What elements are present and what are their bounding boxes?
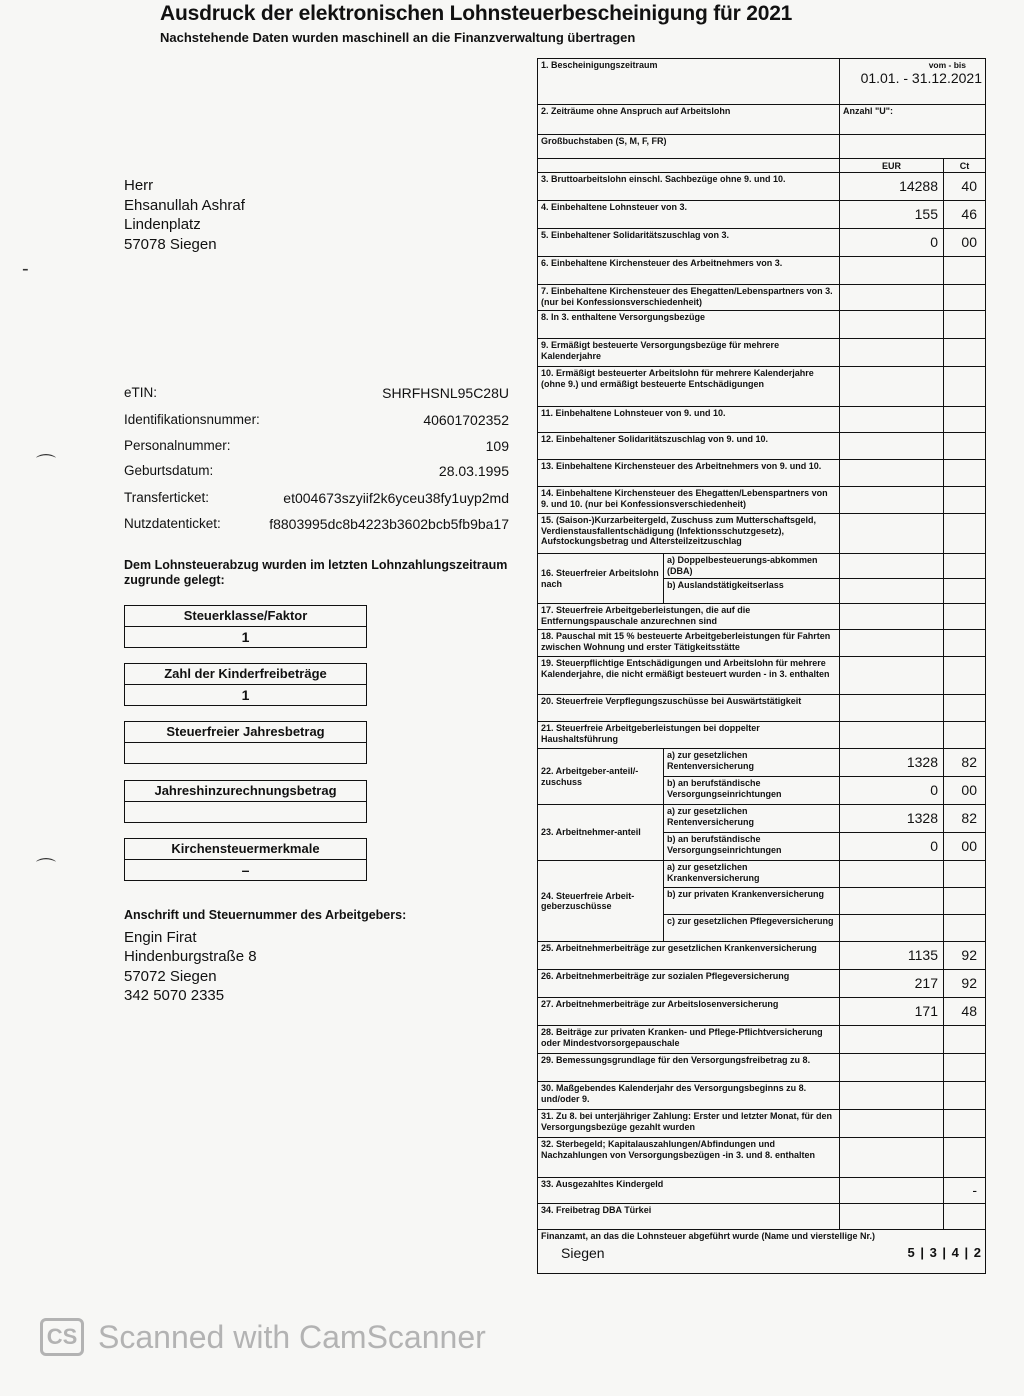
row-6-eur [840,257,944,285]
id-row-geburtsdatum [124,463,509,479]
row-18-label: 18. Pauschal mit 15 % besteuerte Arbeitgeberleistungen für Fahrten zwischen Wohnung und erster Tätigkeitsstätte [538,630,840,657]
finanzamt-row [538,1230,986,1274]
id-row-nutzdatenticket [124,516,509,532]
row-30-eur [840,1082,944,1110]
row-11-ct [944,407,986,433]
row-25-ct: 92 [944,942,986,970]
row-24a-ct [944,861,986,888]
box-label: Steuerklasse/Faktor [125,606,366,627]
document-title: Ausdruck der elektronischen Lohnsteuerbescheinigung für 2021 [160,2,793,25]
row-7-eur [840,285,944,311]
row-22b-eur: 0 [840,777,944,805]
row-12-eur [840,433,944,460]
row-23b-ct: 00 [944,833,986,861]
col-header-spacer [538,159,840,173]
row-24b-eur [840,888,944,915]
row-4-ct: 46 [944,201,986,229]
box-jahreshinzurechnungsbetrag [124,780,367,823]
row-34-label: 34. Freibetrag DBA Türkei [538,1204,840,1230]
row-25-label: 25. Arbeitnehmerbeiträge zur gesetzlichen Krankenversicherung [538,942,840,970]
row-9-ct [944,339,986,367]
row-6-ct [944,257,986,285]
row-21-ct [944,722,986,749]
row-10-eur [840,367,944,407]
row-16-label: 16. Steuerfreier Arbeitslohn nach [538,554,664,604]
row-12-ct [944,433,986,460]
row-2-value [840,135,986,159]
id-value: SHRFHSNL95C28U [382,385,509,401]
row-10-ct [944,367,986,407]
row-16a-ct [944,554,986,579]
row-13-ct [944,460,986,487]
row-1-label: 1. Bescheinigungszeitraum [538,59,840,105]
row-2-sub: Großbuchstaben (S, M, F, FR) [538,135,840,159]
row-15-ct [944,514,986,554]
row-31-eur [840,1110,944,1138]
scan-mark: ⌒ [36,454,56,476]
row-21-eur [840,722,944,749]
id-value: et004673szyiif2k6yceu38fy1uyp2md [283,490,509,506]
row-19-eur [840,657,944,695]
row-34-ct [944,1204,986,1230]
row-32-ct [944,1138,986,1178]
row-16b-eur [840,579,944,604]
row-17-ct [944,604,986,630]
row-10-label: 10. Ermäßigt besteuerter Arbeitslohn für mehrere Kalenderjahre (ohne 9.) und ermäßigt besteuerte Entschädigungen [538,367,840,407]
row-22a-label: a) zur gesetzlichen Rentenversicherung [664,749,840,777]
row-23a-ct: 82 [944,805,986,833]
employer-tax-number: 342 5070 2335 [124,987,225,1004]
row-1-period [840,59,986,105]
employer-city: 57072 Siegen [124,967,217,985]
camscanner-watermark [40,1318,486,1356]
row-16a-label: a) Doppelbesteuerungs-abkommen (DBA) [664,554,840,579]
row-24c-eur [840,915,944,942]
row-28-label: 28. Beiträge zur privaten Kranken- und Pflege-Pflichtversicherung oder Mindestvorsorgepauschale [538,1026,840,1054]
row-20-label: 20. Steuerfreie Verpflegungszuschüsse bei Auswärtstätigkeit [538,695,840,722]
row-28-eur [840,1026,944,1054]
watermark-text: Scanned with CamScanner [98,1318,486,1355]
id-label: Geburtsdatum: [124,463,214,478]
row-22a-ct: 82 [944,749,986,777]
box-label: Zahl der Kinderfreibeträge [125,664,366,685]
row-3-ct: 40 [944,173,986,201]
row-34-eur [840,1204,944,1230]
row-18-ct [944,630,986,657]
box-value [125,802,366,822]
row-29-ct [944,1054,986,1082]
row-17-label: 17. Steuerfreie Arbeitgeberleistungen, die auf die Entfernungspauschale anzurechnen sind [538,604,840,630]
col-header-eur: EUR [840,159,944,173]
box-label: Steuerfreier Jahresbetrag [125,722,366,743]
row-24c-label: c) zur gesetzlichen Pflegeversicherung [664,915,840,942]
id-row-transferticket [124,490,509,506]
id-value: 28.03.1995 [438,463,509,479]
row-24a-label: a) zur gesetzlichen Krankenversicherung [664,861,840,888]
row-14-label: 14. Einbehaltene Kirchensteuer des Ehegatten/Lebenspartners von 9. und 10. (nur bei Konfessionsverschiedenheit) [538,487,840,514]
id-row-identifikationsnummer [124,412,509,428]
row-12-label: 12. Einbehaltener Solidaritätszuschlag von 9. und 10. [538,433,840,460]
recipient-city: 57078 Siegen [124,235,217,253]
finanzamt-name: Siegen [561,1244,605,1261]
row-15-eur [840,514,944,554]
id-value: f8803995dc8b4223b3602bcb5fb9ba17 [269,516,509,532]
recipient-address [124,176,245,254]
row-33-label: 33. Ausgezahltes Kindergeld [538,1178,840,1204]
row-21-label: 21. Steuerfreie Arbeitgeberleistungen bei doppelter Haushaltsführung [538,722,840,749]
document-subtitle: Nachstehende Daten wurden maschinell an die Finanzverwaltung übertragen [160,30,636,45]
recipient-name: Ehsanullah Ashraf [124,196,245,214]
row-2-label: 2. Zeiträume ohne Anspruch auf Arbeitslohn [538,105,840,135]
row-32-label: 32. Sterbegeld; Kapitalauszahlungen/Abfindungen und Nachzahlungen von Versorgungsbezügen -in 3. und 8. enthalten [538,1138,840,1178]
row-1-vombis: vom - bis [928,60,966,70]
row-9-label: 9. Ermäßigt besteuerte Versorgungsbezüge für mehrere Kalenderjahre [538,339,840,367]
box-steuerfreier-jahresbetrag [124,721,367,764]
row-32-eur [840,1138,944,1178]
row-8-eur [840,311,944,339]
row-2-anzahl: Anzahl "U": [840,105,986,135]
id-label: Nutzdatenticket: [124,516,221,531]
certificate-table [537,58,986,1274]
employer-name: Engin Firat [124,928,197,946]
row-25-eur: 1135 [840,942,944,970]
finanzamt-number: 5 | 3 | 4 | 2 [907,1244,982,1260]
row-23b-eur: 0 [840,833,944,861]
box-label: Jahreshinzurechnungsbetrag [125,781,366,802]
box-steuerklasse [124,605,367,648]
box-value: 1 [241,629,250,645]
id-row-etin [124,385,509,401]
box-kinderfreibetraege [124,663,367,706]
id-row-personalnummer [124,438,509,454]
recipient-street: Lindenplatz [124,216,201,233]
scan-mark: - [22,258,29,280]
id-label: eTIN: [124,385,158,400]
row-3-eur: 14288 [840,173,944,201]
row-1-value: 01.01. - 31.12.2021 [860,69,982,86]
id-label: Personalnummer: [124,438,231,453]
row-5-ct: 00 [944,229,986,257]
row-7-ct [944,285,986,311]
row-31-ct [944,1110,986,1138]
row-22a-eur: 1328 [840,749,944,777]
box-value: 1 [241,687,250,703]
row-31-label: 31. Zu 8. bei unterjähriger Zahlung: Erster und letzter Monat, für den Versorgungsbezüge gezahlt wurden [538,1110,840,1138]
row-24c-ct [944,915,986,942]
row-19-label: 19. Steuerpflichtige Entschädigungen und Arbeitslohn für mehrere Kalenderjahre, die nicht ermäßigt besteuert wurden - in 3. enthalten [538,657,840,695]
row-26-label: 26. Arbeitnehmerbeiträge zur sozialen Pflegeversicherung [538,970,840,998]
row-20-eur [840,695,944,722]
camscanner-logo-icon: CS [40,1318,84,1356]
row-23b-label: b) an berufständische Versorgungseinrichtungen [664,833,840,861]
finanzamt-label: Finanzamt, an das die Lohnsteuer abgeführt wurde (Name und vierstellige Nr.) [541,1231,876,1241]
id-value: 40601702352 [423,412,509,428]
row-24-label: 24. Steuerfreie Arbeit-geberzuschüsse [538,861,664,942]
row-23-label: 23. Arbeitnehmer-anteil [538,805,664,861]
row-23a-label: a) zur gesetzlichen Rentenversicherung [664,805,840,833]
row-7-label: 7. Einbehaltene Kirchensteuer des Ehegatten/Lebenspartners von 3. (nur bei Konfessionsverschiedenheit) [538,285,840,311]
row-3-label: 3. Bruttoarbeitslohn einschl. Sachbezüge ohne 9. und 10. [538,173,840,201]
employer-street: Hindenburgstraße 8 [124,948,257,965]
id-label: Transferticket: [124,490,210,505]
employer-heading: Anschrift und Steuernummer des Arbeitgebers: [124,908,407,922]
row-30-label: 30. Maßgebendes Kalenderjahr des Versorgungsbeginns zu 8. und/oder 9. [538,1082,840,1110]
row-16a-eur [840,554,944,579]
row-29-label: 29. Bemessungsgrundlage für den Versorgungsfreibetrag zu 8. [538,1054,840,1082]
row-8-label: 8. In 3. enthaltene Versorgungsbezüge [538,311,840,339]
row-24b-ct [944,888,986,915]
lohnsteuerabzug-text: Dem Lohnsteuerabzug wurden im letzten Lohnzahlungszeitraum zugrunde gelegt: [124,558,508,587]
row-26-eur: 217 [840,970,944,998]
row-11-label: 11. Einbehaltene Lohnsteuer von 9. und 10. [538,407,840,433]
row-13-label: 13. Einbehaltene Kirchensteuer des Arbeitnehmers von 9. und 10. [538,460,840,487]
row-18-eur [840,630,944,657]
row-33-ct: - [944,1178,986,1204]
id-value: 109 [485,438,509,454]
row-4-label: 4. Einbehaltene Lohnsteuer von 3. [538,201,840,229]
box-value: – [241,862,250,878]
row-14-eur [840,487,944,514]
row-23a-eur: 1328 [840,805,944,833]
box-kirchensteuermerkmale [124,838,367,881]
row-27-label: 27. Arbeitnehmerbeiträge zur Arbeitslosenversicherung [538,998,840,1026]
row-14-ct [944,487,986,514]
row-6-label: 6. Einbehaltene Kirchensteuer des Arbeitnehmers von 3. [538,257,840,285]
box-value [125,743,366,763]
row-28-ct [944,1026,986,1054]
id-label: Identifikationsnummer: [124,412,260,427]
row-4-eur: 155 [840,201,944,229]
row-22-label: 22. Arbeitgeber-anteil/-zuschuss [538,749,664,805]
row-19-ct [944,657,986,695]
scan-mark: ⌒ [36,858,56,880]
row-26-ct: 92 [944,970,986,998]
row-16b-ct [944,579,986,604]
col-header-ct: Ct [944,159,986,173]
row-15-label: 15. (Saison-)Kurzarbeitergeld, Zuschuss zum Mutterschaftsgeld, Verdienstausfallentschädigung (Infektionsschutzgesetz), Aufstockungsbetrag und Altersteilzeitzuschlag [538,514,840,554]
employer-block [124,906,406,1006]
row-9-eur [840,339,944,367]
row-22b-ct: 00 [944,777,986,805]
row-5-eur: 0 [840,229,944,257]
row-11-eur [840,407,944,433]
row-16b-label: b) Auslandstätigkeitserlass [664,579,840,604]
row-24a-eur [840,861,944,888]
row-29-eur [840,1054,944,1082]
row-13-eur [840,460,944,487]
row-5-label: 5. Einbehaltener Solidaritätszuschlag von 3. [538,229,840,257]
row-33-eur [840,1178,944,1204]
recipient-salutation: Herr [124,177,154,194]
row-30-ct [944,1082,986,1110]
row-20-ct [944,695,986,722]
row-27-ct: 48 [944,998,986,1026]
row-24b-label: b) zur privaten Krankenversicherung [664,888,840,915]
row-8-ct [944,311,986,339]
row-17-eur [840,604,944,630]
box-label: Kirchensteuermerkmale [125,839,366,860]
row-27-eur: 171 [840,998,944,1026]
row-22b-label: b) an berufständische Versorgungseinrichtungen [664,777,840,805]
